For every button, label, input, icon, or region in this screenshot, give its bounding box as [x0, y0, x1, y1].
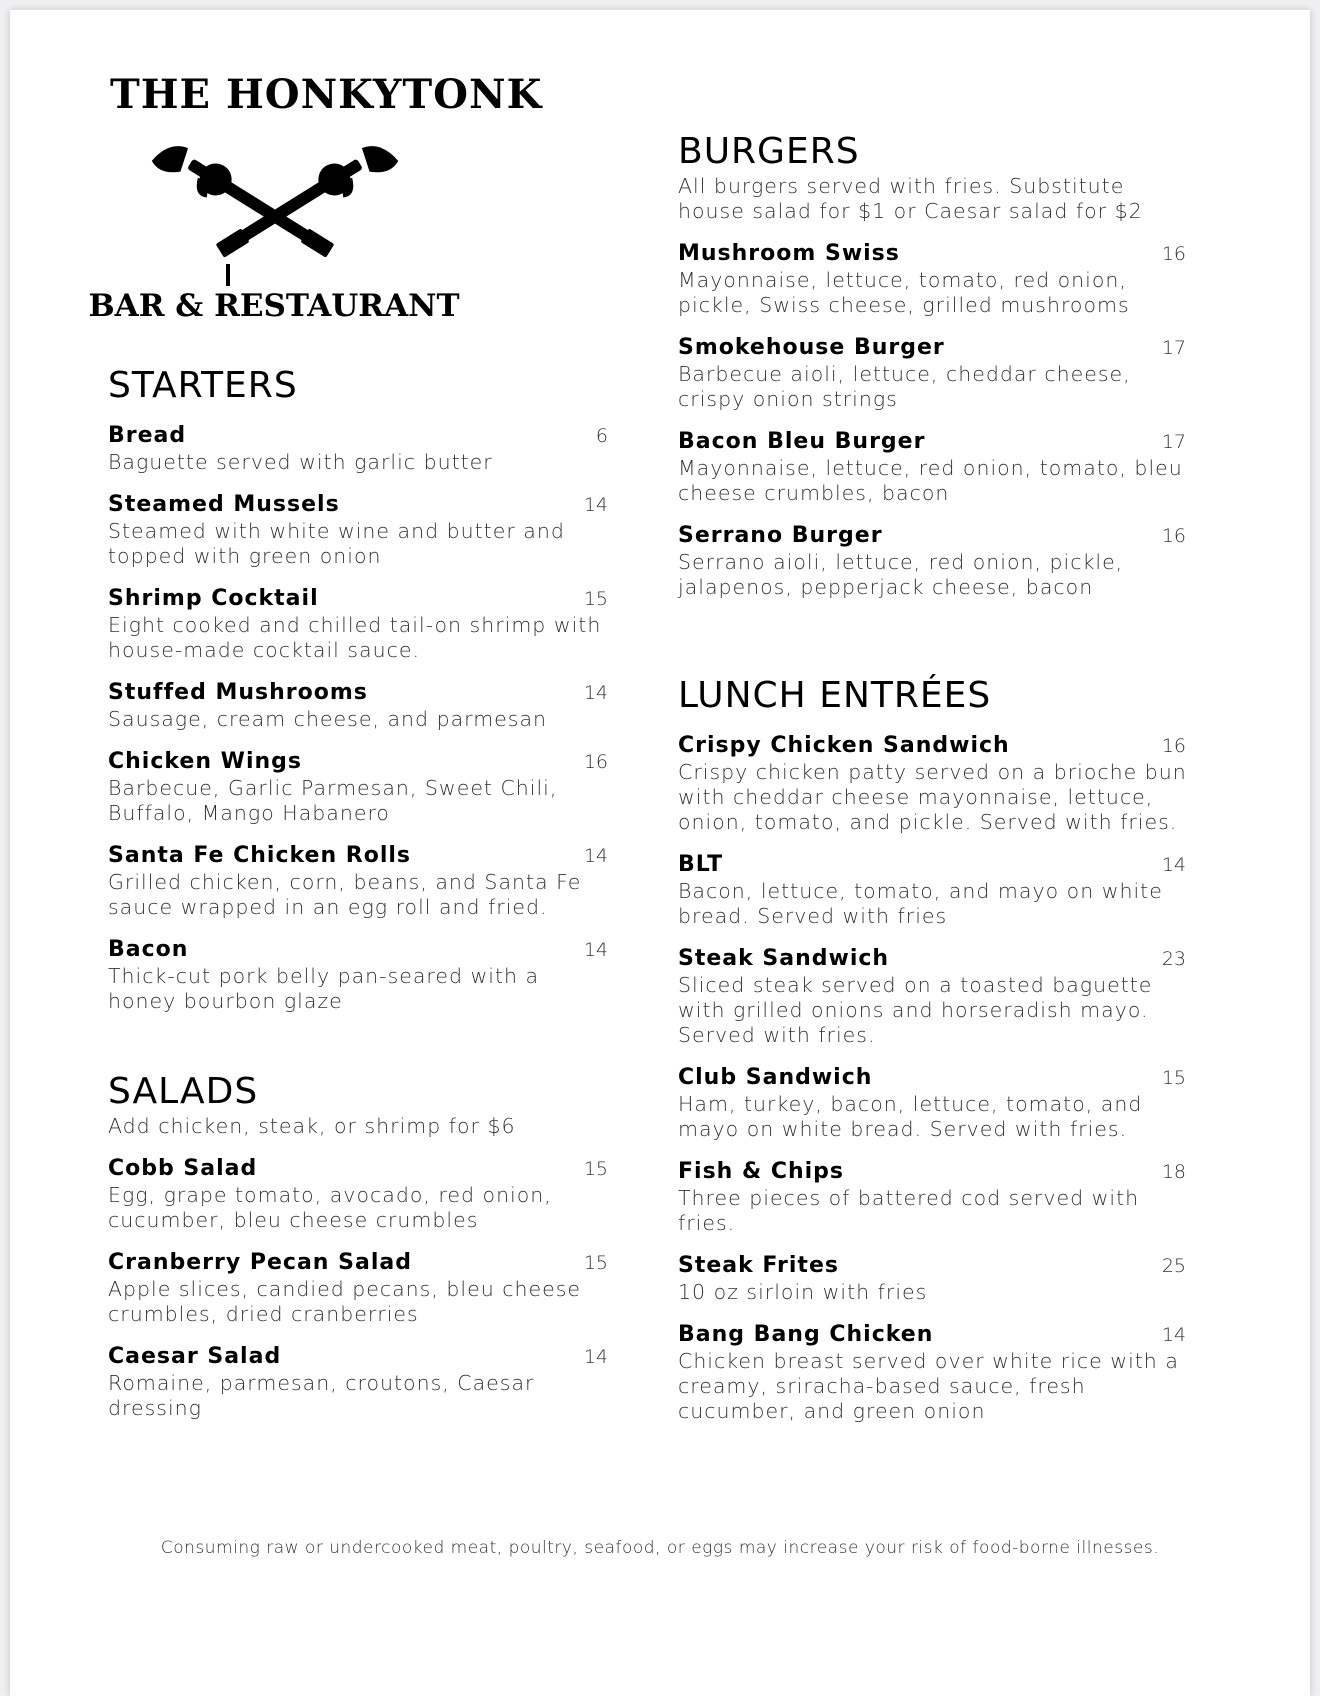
- menu-item: [678, 334, 1188, 412]
- menu-item: [108, 1343, 610, 1421]
- menu-item-price: 14: [583, 845, 608, 867]
- lunch-list: [678, 732, 1188, 1424]
- menu-item-header: [108, 679, 610, 707]
- logo-name-top: THE HONKYTONK: [110, 71, 543, 118]
- menu-item-description: Steamed with white wine and butter and topped with green onion: [108, 519, 565, 568]
- menu-item-header: [108, 842, 610, 870]
- menu-item: [678, 1252, 1188, 1305]
- menu-item-name: Steak Sandwich: [678, 946, 890, 971]
- logo-name-bottom: BAR & RESTAURANT: [88, 288, 460, 324]
- menu-item-header: [108, 936, 610, 964]
- menu-item-price: 14: [1161, 1324, 1186, 1346]
- section-note: Add chicken, steak, or shrimp for $6: [108, 1114, 516, 1138]
- menu-item-header: [678, 522, 1188, 550]
- menu-item-description: Bacon, lettuce, tomato, and mayo on white bread. Served with fries: [678, 879, 1163, 928]
- menu-item: [678, 1158, 1188, 1236]
- menu-item-description: Crispy chicken patty served on a brioche bun with cheddar cheese mayonnaise, lettuce, onion, tomato, and pickle. Served with fries.: [678, 760, 1187, 834]
- starters-list: [108, 422, 610, 1014]
- salads-list: [108, 1155, 610, 1421]
- menu-item-name: Stuffed Mushrooms: [108, 680, 368, 705]
- menu-item: [678, 1321, 1188, 1424]
- menu-item-price: 17: [1161, 337, 1186, 359]
- menu-item-price: 25: [1161, 1255, 1186, 1277]
- menu-page: [10, 10, 1310, 1696]
- menu-item-price: 17: [1161, 431, 1186, 453]
- menu-item-description: Chicken breast served over white rice with a creamy, sriracha-based sauce, fresh cucumber, and green onion: [678, 1349, 1179, 1423]
- menu-item-description: Sliced steak served on a toasted baguette with grilled onions and horseradish mayo. Served with fries.: [678, 973, 1153, 1047]
- menu-item-name: Bacon: [108, 937, 189, 962]
- menu-item-header: [108, 748, 610, 776]
- restaurant-logo: [88, 71, 543, 328]
- section-note: All burgers served with fries. Substitute house salad for $1 or Caesar salad for $2: [678, 174, 1143, 223]
- menu-item-header: [108, 585, 610, 613]
- menu-item-header: [108, 1249, 610, 1277]
- menu-item-description: Grilled chicken, corn, beans, and Santa Fe sauce wrapped in an egg roll and fried.: [108, 870, 582, 919]
- menu-item-name: Chicken Wings: [108, 749, 302, 774]
- menu-item-description: Thick-cut pork belly pan-seared with a honey bourbon glaze: [108, 964, 540, 1013]
- menu-item-header: [108, 1343, 610, 1371]
- menu-item-name: Smokehouse Burger: [678, 335, 945, 360]
- menu-item-name: Club Sandwich: [678, 1065, 873, 1090]
- menu-item-price: 15: [583, 588, 608, 610]
- menu-item-description: Sausage, cream cheese, and parmesan: [108, 707, 548, 731]
- menu-item-description: Mayonnaise, lettuce, red onion, tomato, bleu cheese crumbles, bacon: [678, 456, 1183, 505]
- menu-item-price: 23: [1161, 948, 1186, 970]
- menu-item-header: [678, 428, 1188, 456]
- menu-item: [108, 1249, 610, 1327]
- menu-item-price: 6: [595, 425, 608, 447]
- crossed-revolvers-icon: [130, 166, 420, 286]
- menu-item-name: Bread: [108, 423, 187, 448]
- menu-item-price: 14: [1161, 854, 1186, 876]
- menu-item-price: 15: [583, 1158, 608, 1180]
- logo-subtitle: [88, 278, 460, 328]
- menu-item: [108, 491, 610, 569]
- menu-item-name: Steak Frites: [678, 1253, 839, 1278]
- menu-item-header: [678, 1321, 1188, 1349]
- menu-item-price: 15: [583, 1252, 608, 1274]
- menu-item: [678, 240, 1188, 318]
- menu-item-header: [108, 1155, 610, 1183]
- menu-item: [108, 422, 610, 475]
- section-title: SALADS: [108, 1071, 259, 1112]
- menu-item-price: 16: [583, 751, 608, 773]
- salads-section: [108, 1072, 610, 1421]
- menu-item-name: Bang Bang Chicken: [678, 1322, 934, 1347]
- burgers-section: [678, 132, 1188, 600]
- menu-item-header: [678, 240, 1188, 268]
- menu-item: [108, 842, 610, 920]
- menu-item-description: Egg, grape tomato, avocado, red onion, cucumber, bleu cheese crumbles: [108, 1183, 552, 1232]
- menu-item: [678, 732, 1188, 835]
- menu-item-price: 14: [583, 494, 608, 516]
- section-title: LUNCH ENTRÉES: [678, 675, 992, 716]
- menu-item-header: [678, 1252, 1188, 1280]
- menu-item-price: 14: [583, 1346, 608, 1368]
- menu-item: [108, 936, 610, 1014]
- menu-item-price: 16: [1161, 525, 1186, 547]
- menu-item-header: [678, 732, 1188, 760]
- menu-item-price: 14: [583, 939, 608, 961]
- menu-item-header: [678, 851, 1188, 879]
- menu-item: [678, 1064, 1188, 1142]
- menu-item-description: Ham, turkey, bacon, lettuce, tomato, and mayo on white bread. Served with fries.: [678, 1092, 1143, 1141]
- menu-item-header: [678, 1158, 1188, 1186]
- menu-item-header: [108, 491, 610, 519]
- food-safety-disclaimer: Consuming raw or undercooked meat, poultry, seafood, or eggs may increase your risk of food-borne illnesses.: [160, 1538, 1160, 1558]
- starters-section: [108, 366, 610, 1014]
- menu-item: [678, 945, 1188, 1048]
- menu-item-name: BLT: [678, 852, 724, 877]
- menu-item-description: Apple slices, candied pecans, bleu cheese crumbles, dried cranberries: [108, 1277, 581, 1326]
- menu-item-name: Santa Fe Chicken Rolls: [108, 843, 411, 868]
- menu-item-name: Caesar Salad: [108, 1344, 282, 1369]
- menu-item: [108, 748, 610, 826]
- menu-item-description: Mayonnaise, lettuce, tomato, red onion, pickle, Swiss cheese, grilled mushrooms: [678, 268, 1130, 317]
- menu-item-header: [678, 1064, 1188, 1092]
- menu-item-price: 15: [1161, 1067, 1186, 1089]
- menu-item: [678, 428, 1188, 506]
- menu-item-name: Mushroom Swiss: [678, 241, 900, 266]
- menu-item-name: Bacon Bleu Burger: [678, 429, 926, 454]
- menu-item-name: Cranberry Pecan Salad: [108, 1250, 412, 1275]
- section-title: BURGERS: [678, 131, 860, 172]
- menu-item-name: Shrimp Cocktail: [108, 586, 319, 611]
- menu-item-description: Romaine, parmesan, croutons, Caesar dressing: [108, 1371, 535, 1420]
- menu-item-name: Fish & Chips: [678, 1159, 845, 1184]
- menu-item-name: Cobb Salad: [108, 1156, 258, 1181]
- menu-item: [108, 679, 610, 732]
- menu-item-description: Three pieces of battered cod served with fries.: [678, 1186, 1140, 1235]
- menu-item-header: [678, 945, 1188, 973]
- menu-item-name: Serrano Burger: [678, 523, 883, 548]
- menu-item-price: 16: [1161, 735, 1186, 757]
- menu-item: [678, 851, 1188, 929]
- menu-item-price: 14: [583, 682, 608, 704]
- menu-item-description: 10 oz sirloin with fries: [678, 1280, 928, 1304]
- menu-item-description: Barbecue, Garlic Parmesan, Sweet Chili, Buffalo, Mango Habanero: [108, 776, 558, 825]
- menu-item-price: 18: [1161, 1161, 1186, 1183]
- menu-item-description: Barbecue aioli, lettuce, cheddar cheese, crispy onion strings: [678, 362, 1131, 411]
- menu-item-name: Crispy Chicken Sandwich: [678, 733, 1010, 758]
- menu-item: [108, 1155, 610, 1233]
- menu-item-header: [108, 422, 610, 450]
- menu-item-name: Steamed Mussels: [108, 492, 340, 517]
- burgers-list: [678, 240, 1188, 600]
- menu-item-header: [678, 334, 1188, 362]
- menu-item-description: Baguette served with garlic butter: [108, 450, 493, 474]
- menu-item-description: Eight cooked and chilled tail-on shrimp with house-made cocktail sauce.: [108, 613, 602, 662]
- section-title: STARTERS: [108, 365, 298, 406]
- menu-item-description: Serrano aioli, lettuce, red onion, pickle, jalapenos, pepperjack cheese, bacon: [678, 550, 1124, 599]
- lunch-section: [678, 676, 1188, 1424]
- menu-item: [108, 585, 610, 663]
- menu-item-price: 16: [1161, 243, 1186, 265]
- menu-item: [678, 522, 1188, 600]
